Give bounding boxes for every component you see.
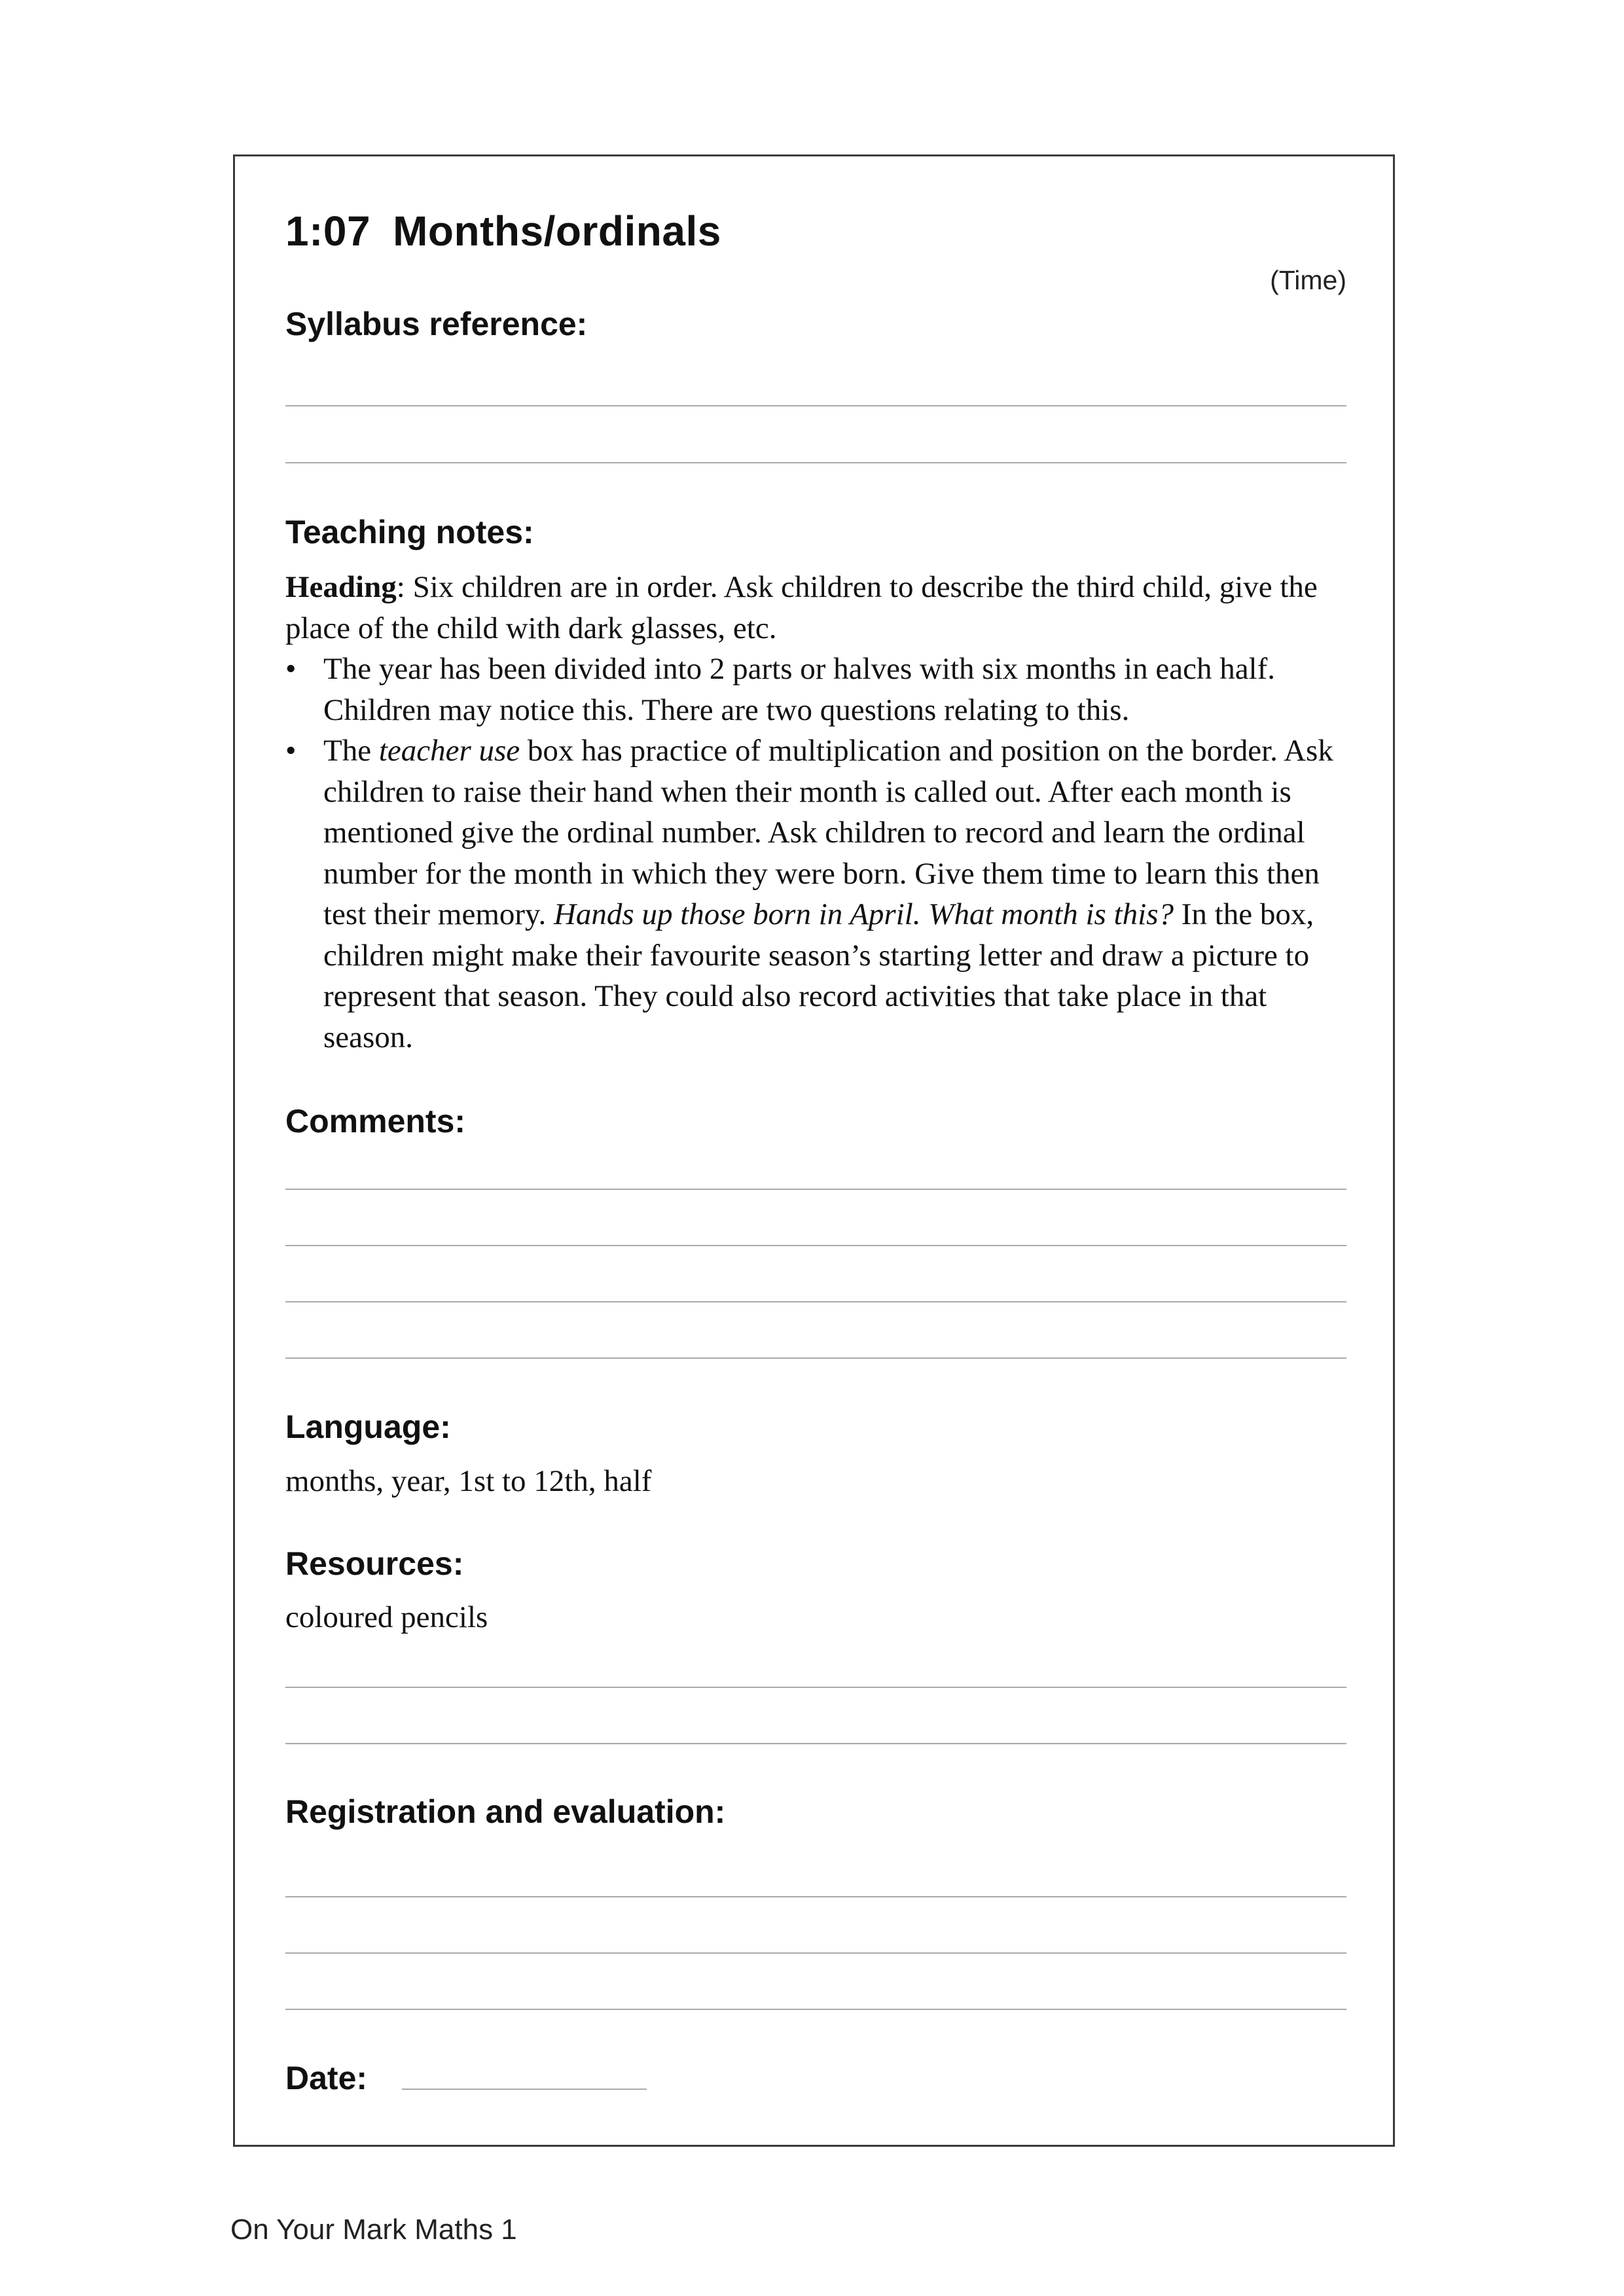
bullet-1-text: The year has been divided into 2 parts or halves with six months in each half. Children may notice this. There are two questions relating to this. <box>323 652 1276 727</box>
date-heading: Date: <box>285 2060 368 2096</box>
resources-line-1[interactable] <box>285 1687 1346 1688</box>
time-label: (Time) <box>1270 265 1346 295</box>
teaching-notes-body <box>285 567 1359 1058</box>
syllabus-line-2[interactable] <box>285 462 1346 463</box>
teaching-notes-list <box>285 649 1359 1058</box>
intro-text: : Six children are in order. Ask children to describe the third child, give the place of the child with dark glasses, etc. <box>285 570 1318 645</box>
registration-line-2[interactable] <box>285 1952 1346 1954</box>
list-item <box>285 649 1359 730</box>
resources-heading: Resources: <box>285 1545 464 1582</box>
bullet-2-italic-2: Hands up those born in April. What month is this? <box>553 897 1174 931</box>
date-line[interactable] <box>402 2089 647 2090</box>
teaching-notes-heading: Teaching notes: <box>285 514 534 550</box>
comments-line-3[interactable] <box>285 1301 1346 1302</box>
comments-line-4[interactable] <box>285 1357 1346 1359</box>
language-text: months, year, 1st to 12th, half <box>285 1464 652 1498</box>
resources-text: coloured pencils <box>285 1600 488 1634</box>
comments-heading: Comments: <box>285 1103 466 1139</box>
intro-bold: Heading <box>285 570 397 604</box>
lesson-number: 1:07 <box>285 207 371 255</box>
comments-line-1[interactable] <box>285 1189 1346 1190</box>
page-footer: On Your Mark Maths 1 <box>230 2214 517 2246</box>
bullet-2-italic: teacher use <box>378 734 520 768</box>
bullet-2-post: In the box, children might make their favourite season’s starting letter and draw a picture to represent that season. They could also record activities that take place in that season. <box>323 897 1314 1054</box>
lesson-title: Months/ordinals <box>393 207 721 255</box>
teaching-notes-intro <box>285 567 1359 649</box>
worksheet-frame <box>233 154 1395 2147</box>
resources-line-2[interactable] <box>285 1743 1346 1744</box>
registration-line-3[interactable] <box>285 2009 1346 2010</box>
bullet-icon: • <box>285 652 297 686</box>
syllabus-heading: Syllabus reference: <box>285 306 588 342</box>
registration-heading: Registration and evaluation: <box>285 1793 726 1830</box>
list-item <box>285 730 1359 1058</box>
comments-line-2[interactable] <box>285 1245 1346 1246</box>
bullet-icon: • <box>285 734 297 768</box>
language-heading: Language: <box>285 1408 451 1445</box>
bullet-2-pre: The <box>323 734 379 768</box>
page-title <box>285 207 721 255</box>
bullet-2-mid: box has practice of multiplication and position on the border. Ask children to raise their hand when their month is called out. After each month is mentioned give the ordinal number. Ask children to record and learn the ordinal number for the month in which they were born. Give them time to learn this then test their memory. <box>323 734 1333 931</box>
registration-line-1[interactable] <box>285 1896 1346 1897</box>
syllabus-line-1[interactable] <box>285 405 1346 406</box>
